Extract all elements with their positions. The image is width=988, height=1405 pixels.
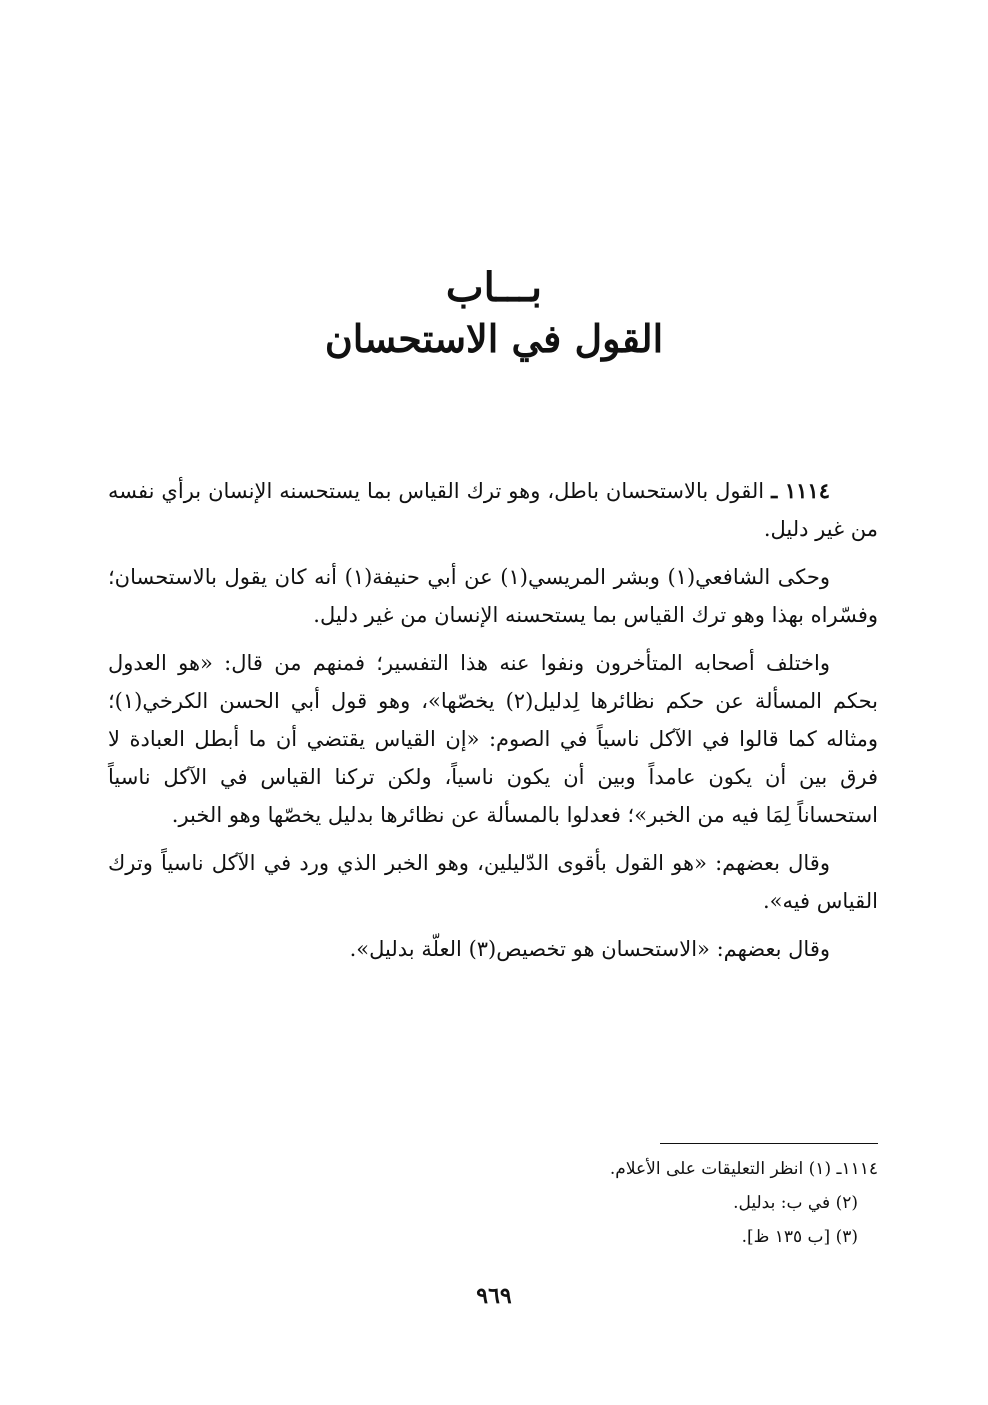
main-text: [108, 472, 878, 978]
paragraph-text: القول بالاستحسان باطل، وهو ترك القياس بما يستحسنه الإنسان برأي نفسه من غير دليل.: [108, 479, 878, 541]
chapter-heading: [0, 262, 988, 364]
footnote: ١١١٤ـ (١) انظر التعليقات على الأعلام.: [609, 1159, 878, 1179]
paragraph-number: ١١١٤ ـ: [771, 478, 830, 503]
footnote-divider: [660, 1143, 878, 1144]
paragraph: وقال بعضهم: «هو القول بأقوى الدّليلين، وهو الخبر الذي ورد في الآكل ناسياً وترك القياس فيه».: [108, 851, 878, 913]
paragraph: وحكى الشافعي(١) وبشر المريسي(١) عن أبي حنيفة(١) أنه كان يقول بالاستحسان؛ وفسّراه بهذا وهو ترك القياس بما يستحسنه الإنسان من غير دليل.: [108, 565, 878, 627]
footnotes: [300, 1152, 878, 1254]
paragraph: وقال بعضهم: «الاستحسان هو تخصيص(٣) العلّة بدليل».: [349, 937, 830, 961]
paragraph-1114: [108, 472, 878, 548]
footnote: (٣) [ب ١٣٥ ظ].: [741, 1227, 858, 1247]
chapter-title: القول في الاستحسان: [324, 316, 664, 361]
footnote: (٢) في ب: بدليل.: [733, 1193, 858, 1213]
page-number: ٩٦٩: [476, 1283, 512, 1309]
chapter-label: بـــاب: [445, 264, 543, 311]
paragraph: واختلف أصحابه المتأخرون ونفوا عنه هذا التفسير؛ فمنهم من قال: «هو العدول بحكم المسألة عن حكم نظائرها لِدليل(٢) يخصّها»، وهو قول أبي الحسن الكرخي(١)؛ ومثاله كما قالوا في الآكل ناسياً في الصوم: «إن القياس يقتضي أن ما أبطل العبادة لا فرق بين أن يكون عامداً وبين أن يكون ناسياً، ولكن تركنا القياس في الآكل ناسياً استحساناً لِمَا فيه من الخبر»؛ فعدلوا بالمسألة عن نظائرها بدليل يخصّها وهو الخبر.: [108, 651, 878, 827]
